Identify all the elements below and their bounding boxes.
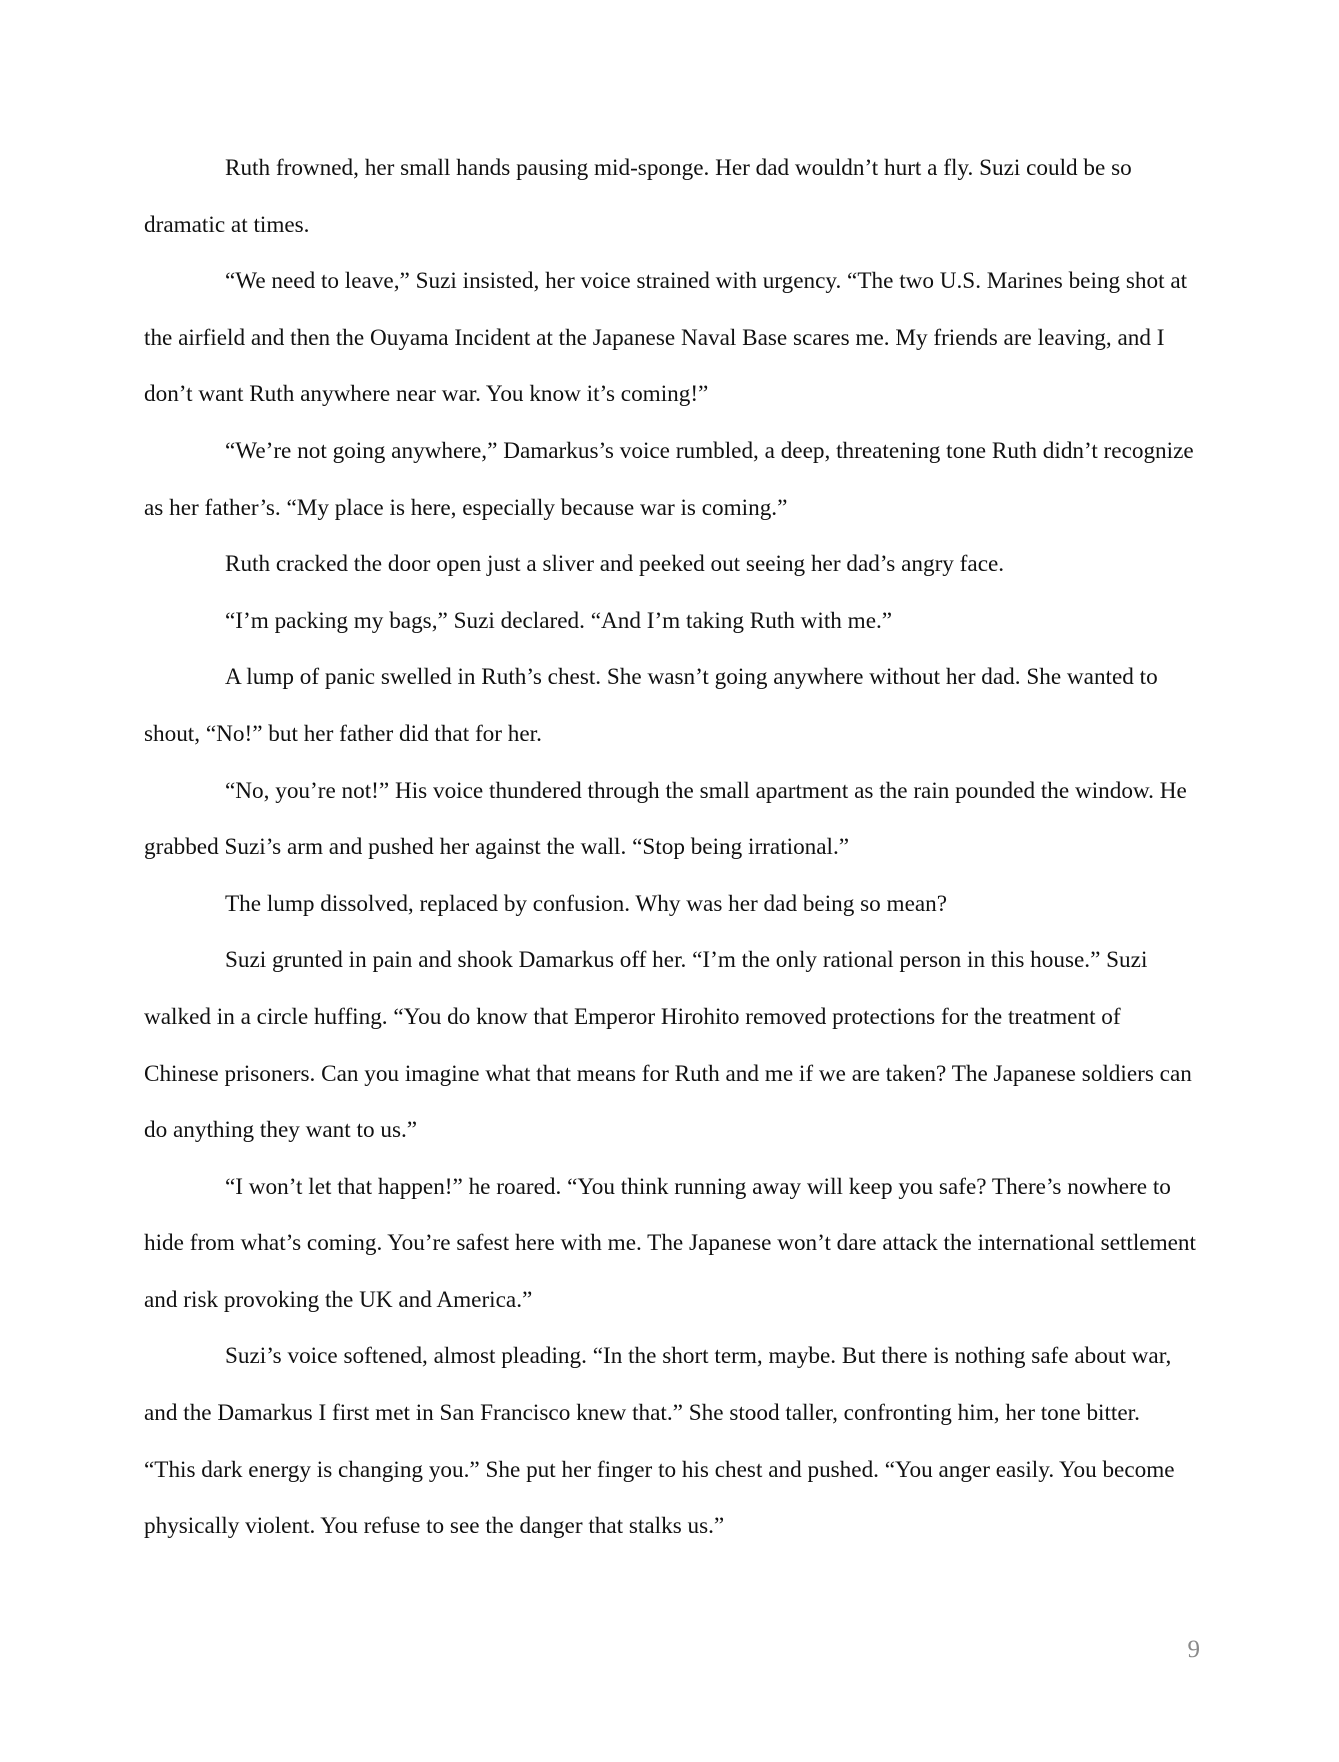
paragraph: Suzi grunted in pain and shook Damarkus off her. “I’m the only rational person in this house.” Suzi walked in a circle huffing. “You do know that Emperor Hirohito removed protections for the treatment of Chinese prisoners. Can you imagine what that means for Ruth and me if we are taken? The Japanese soldiers can do anything they want to us.” <box>144 947 1192 1144</box>
paragraph: Ruth cracked the door open just a sliver and peeked out seeing her dad’s angry face. <box>225 551 1005 578</box>
paragraph: “I won’t let that happen!” he roared. “You think running away will keep you safe? There’s nowhere to hide from what’s coming. You’re safest here with me. The Japanese won’t dare attack the international settlement and risk provoking the UK and America.” <box>144 1173 1196 1313</box>
paragraph: “I’m packing my bags,” Suzi declared. “And I’m taking Ruth with me.” <box>225 607 893 634</box>
paragraph: The lump dissolved, replaced by confusion. Why was her dad being so mean? <box>225 890 948 917</box>
paragraph: A lump of panic swelled in Ruth’s chest. She wasn’t going anywhere without her dad. She wanted to shout, “No!” but her father did that for her. <box>144 664 1158 747</box>
paragraph: “We need to leave,” Suzi insisted, her voice strained with urgency. “The two U.S. Marines being shot at the airfield and then the Ouyama Incident at the Japanese Naval Base scares me. My friends are leaving, and I don’t want Ruth anywhere near war. You know it’s coming!” <box>144 268 1188 408</box>
body-text <box>144 140 1196 1555</box>
paragraph: Ruth frowned, her small hands pausing mid-sponge. Her dad wouldn’t hurt a fly. Suzi could be so dramatic at times. <box>144 155 1132 238</box>
page-number: 9 <box>1187 1636 1200 1663</box>
paragraph: “We’re not going anywhere,” Damarkus’s voice rumbled, a deep, threatening tone Ruth didn’t recognize as her father’s. “My place is here, especially because war is coming.” <box>144 437 1194 521</box>
paragraph: Suzi’s voice softened, almost pleading. “In the short term, maybe. But there is nothing safe about war, and the Damarkus I first met in San Francisco knew that.” She stood taller, confronting him, her tone bitter. “This dark energy is changing you.” She put her finger to his chest and pushed. “You anger easily. You become physically violent. You refuse to see the danger that stalks us.” <box>144 1343 1175 1540</box>
paragraph: “No, you’re not!” His voice thundered through the small apartment as the rain pounded the window. He grabbed Suzi’s arm and pushed her against the wall. “Stop being irrational.” <box>144 777 1187 861</box>
